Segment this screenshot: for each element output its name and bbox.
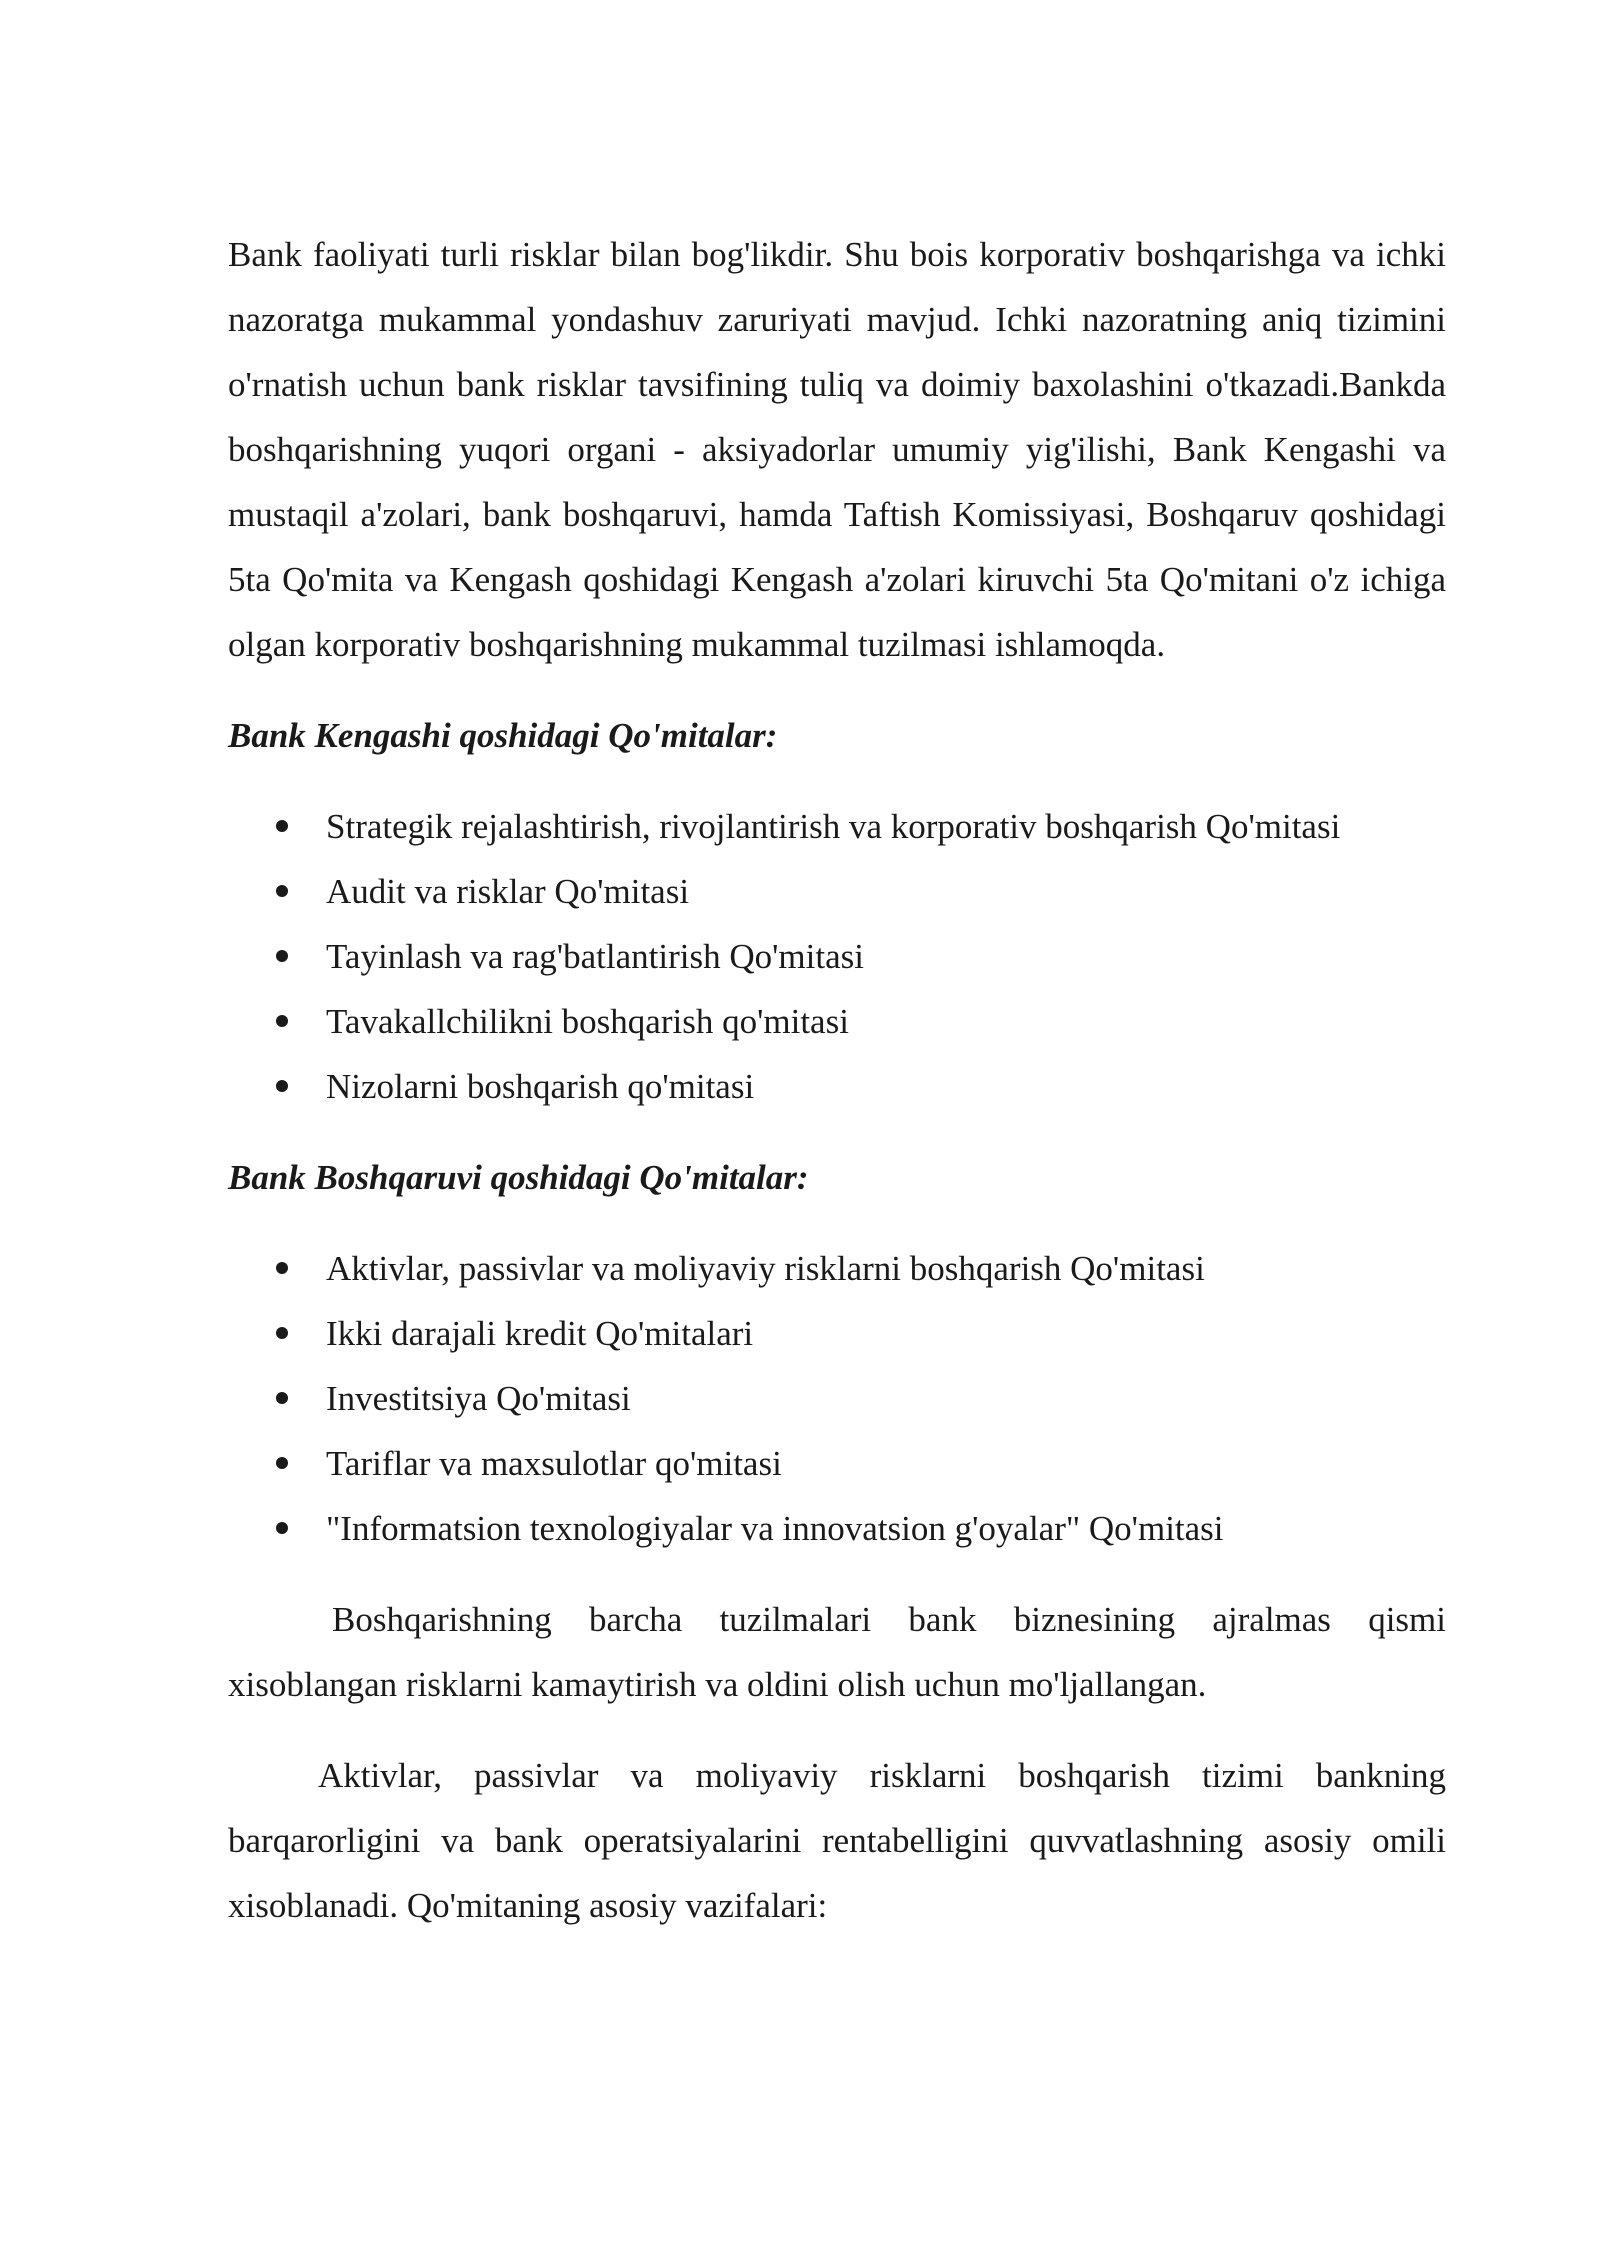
bullet-icon — [276, 1080, 288, 1092]
list-item-text: Ikki darajali kredit Qo'mitalari — [326, 1314, 754, 1353]
list-item-text: Tavakallchilikni boshqarish qo'mitasi — [326, 1002, 849, 1041]
list-item — [228, 1496, 1446, 1561]
list-item — [228, 1236, 1446, 1301]
list-item-text: Nizolarni boshqarish qo'mitasi — [326, 1067, 755, 1106]
bullet-icon — [276, 1262, 288, 1274]
list-item-text: Tayinlash va rag'batlantirish Qo'mitasi — [326, 937, 864, 976]
list-item — [228, 1054, 1446, 1119]
list-item — [228, 1431, 1446, 1496]
list-item — [228, 1301, 1446, 1366]
bullet-icon — [276, 1327, 288, 1339]
council-committees-heading: Bank Kengashi qoshidagi Qo'mitalar: — [228, 716, 778, 755]
bullet-icon — [276, 1015, 288, 1027]
intro-paragraph: Bank faoliyati turli risklar bilan bog'likdir. Shu bois korporativ boshqarishga va ichki nazoratga mukammal yondashuv zaruriyati mavjud. Ichki nazoratning aniq tizimini o'rnatish uchun bank risklar tavsifining tuliq va doimiy baxolashini o'tkazadi.Bankda boshqarishning yuqori organi - aksiyadorlar umumiy yig'ilishi, Bank Kengashi va mustaqil a'zolari, bank boshqaruvi, hamda Taftish Komissiyasi, Boshqaruv qoshidagi 5ta Qo'mita va Kengash qoshidagi Kengash a'zolari kiruvchi 5ta Qo'mitani o'z ichiga olgan korporativ boshqarishning mukammal tuzilmasi ishlamoqda. — [228, 235, 1446, 664]
list-item — [228, 1366, 1446, 1431]
board-committees-heading: Bank Boshqaruvi qoshidagi Qo'mitalar: — [228, 1158, 809, 1197]
council-committees-list — [228, 794, 1446, 1119]
list-item-text: Investitsiya Qo'mitasi — [326, 1379, 631, 1418]
list-item — [228, 989, 1446, 1054]
bullet-icon — [276, 1392, 288, 1404]
board-committees-list — [228, 1236, 1446, 1561]
list-item-text: Aktivlar, passivlar va moliyaviy risklarni boshqarish Qo'mitasi — [326, 1249, 1205, 1288]
structures-paragraph: Boshqarishning barcha tuzilmalari bank biznesining ajralmas qismi xisoblangan risklarni kamaytirish va oldini olish uchun mo'ljallangan. — [228, 1600, 1446, 1704]
bullet-icon — [276, 885, 288, 897]
bullet-icon — [276, 820, 288, 832]
bullet-icon — [276, 1522, 288, 1534]
alm-paragraph: Aktivlar, passivlar va moliyaviy risklarni boshqarish tizimi bankning barqarorligini va bank operatsiyalarini rentabelligini quvvatlashning asosiy omili xisoblanadi. Qo'mitaning asosiy vazifalari: — [228, 1756, 1446, 1925]
document-page — [228, 222, 1446, 1938]
list-item-text: Audit va risklar Qo'mitasi — [326, 872, 690, 911]
list-item — [228, 794, 1446, 859]
bullet-icon — [276, 1457, 288, 1469]
list-item-text: "Informatsion texnologiyalar va innovatsion g'oyalar" Qo'mitasi — [326, 1509, 1224, 1548]
list-item-text: Tariflar va maxsulotlar qo'mitasi — [326, 1444, 782, 1483]
list-item-text: Strategik rejalashtirish, rivojlantirish va korporativ boshqarish Qo'mitasi — [326, 807, 1341, 846]
list-item — [228, 859, 1446, 924]
bullet-icon — [276, 950, 288, 962]
list-item — [228, 924, 1446, 989]
